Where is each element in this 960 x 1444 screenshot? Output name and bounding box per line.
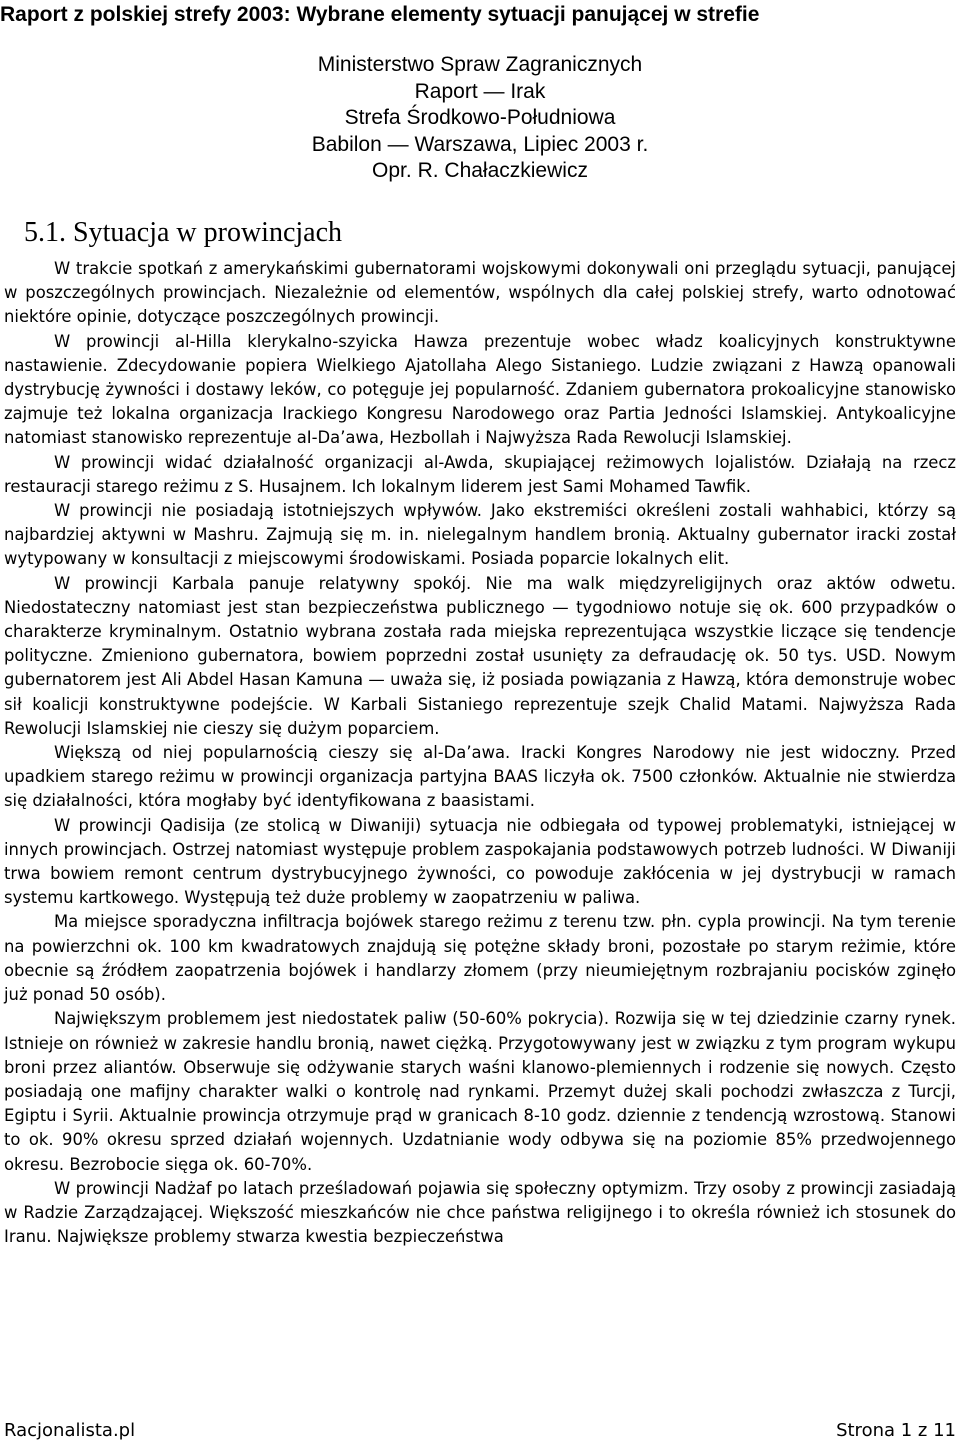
body-text [4,257,956,1249]
paragraph: W prowincji Karbala panuje relatywny spokój. Nie ma walk międzyreligijnych oraz aktów odwetu. Niedostateczny natomiast jest stan bezpieczeństwa publicznego — tygodniowo notuje się ok. 600 przypadków o charakterze kryminalnym. Ostatnio wybrana została rada miejska reprezentująca wszystkie liczące się tendencje polityczne. Zmieniono gubernatora, bowiem poprzedni został usunięty za defraudację ok. 50 tys. USD. Nowym gubernatorem jest Ali Abdel Hasan Kamuna — uważa się, iż posiada powiązania z Hawzą, która demonstruje wobec sił koalicji konstruktywne podejście. W Karbali Sistaniego reprezentuje szejk Chalid Matami. Najwyższa Rada Rewolucji Islamskiej nie cieszy się dużym poparciem. [4,573,956,738]
header-zone: Strefa Środkowo-Południowa [344,106,616,129]
paragraph: Największym problemem jest niedostatek paliw (50-60% pokrycia). Rozwija się w tej dziedzinie czarny rynek. Istnieje on również w zakresie handlu bronią, nawet ciężką. Przygotowywany jest w związku z tym program wykupu broni przez aliantów. Obserwuje się odżywanie starych waśni klanowo-plemiennych i rodzenie się nowych. Często posiadają one mafijny charakter walki o kontrolę nad rynkami. Przemyt dużej skali pochodzi zwłaszcza z Turcji, Egiptu i Syrii. Aktualnie prowincja otrzymuje prąd w granicach 8-10 godz. dziennie z tendencją wzrostową. Stanowi to ok. 90% okresu sprzed działań wojennych. Uzdatnianie wody odbywa się na poziomie 85% przedwojennego okresu. Bezrobocie sięga ok. 60-70%. [4,1009,956,1174]
header-author: Opr. R. Chałaczkiewicz [372,159,588,182]
paragraph: W prowincji al-Hilla klerykalno-szyicka Hawza prezentuje wobec władz koalicyjnych konstruktywne nastawienie. Zdecydowanie popiera Wielkiego Ajatollaha Alego Sistaniego. Ludzie związani z Hawzą opanowali dystrybucję żywności i dostawy leków, co potęguje jej popularność. Zdaniem gubernatora prokoalicyjne stanowisko zajmuje też lokalna organizacja Irackiego Kongresu Narodowego oraz Partia Jedności Islamskiej. Antykoalicyjne natomiast stanowisko reprezentuje aI-Da’awa, Hezbollah i Najwyższa Rada Rewolucji Islamskiej. [4,331,956,448]
header-ministry: Ministerstwo Spraw Zagranicznych [317,53,643,76]
section-heading: 5.1. Sytuacja w prowincjach [24,217,343,248]
paragraph: W prowincji Qadisija (ze stolicą w Diwaniji) sytuacja nie odbiegała od typowej problematyki, istniejącej w innych prowincjach. Ostrzej natomiast występuje problem zaspokajania podstawowych potrzeb ludności. W Diwaniji trwa bowiem remont centrum dystrybucyjnego żywności, co powoduje zakłócenia w jej dystrybucji w ramach systemu kartkowego. Występują też duże problemy w zaopatrzeniu w paliwa. [4,815,956,908]
paragraph: W prowincji widać działalność organizacji al-Awda, skupiającej reżimowych lojalistów. Działają na rzecz restauracji starego reżimu z S. Husajnem. Ich lokalnym liderem jest Sami Mohamed Tawfik. [4,452,956,496]
document-title: Raport z polskiej strefy 2003: Wybrane elementy sytuacji panującej w strefie [0,3,760,26]
footer-site: Racjonalista.pl [4,1420,136,1441]
report-header [180,52,780,185]
paragraph: Większą od niej popularnością cieszy się al-Da’awa. Iracki Kongres Narodowy nie jest widoczny. Przed upadkiem starego reżimu w prowincji organizacja partyjna BAAS liczyła ok. 7500 członków. Aktualnie nie stwierdza się działalności, która mogłaby być identyfikowana z baasistami. [4,743,956,811]
footer-page-number: Strona 1 z 11 [836,1420,956,1441]
paragraph: W prowincji Nadżaf po latach prześladowań pojawia się społeczny optymizm. Trzy osoby z prowincji zasiadają w Radzie Zarządzającej. Większość mieszkańców nie chce państwa religijnego i to określa również ich stosunek do Iranu. Największe problemy stwarza kwestia bezpieczeństwa [4,1178,956,1247]
paragraph: W prowincji nie posiadają istotniejszych wpływów. Jako ekstremiści określeni zostali wahhabici, którzy są najbardziej aktywni w Mashru. Zajmują się m. in. nielegalnym handlem bronią. Aktualny gubernator iracki został wytypowany w konsultacji z miejscowymi środowiskami. Posiada poparcie lokalnych elit. [4,501,956,569]
header-place-date: Babilon — Warszawa, Lipiec 2003 r. [311,132,649,156]
header-report: Raport — Irak [414,79,546,103]
paragraph: Ma miejsce sporadyczna infiltracja bojówek starego reżimu z terenu tzw. płn. cypla prowincji. Na tym terenie na powierzchni ok. 100 km kwadratowych znajdują się potężne składy broni, pozostałe po starym reżimie, które obecnie są źródłem zaopatrzenia bojówek i handlarzy złomem (przy nieumiejętnym rozbrajaniu pocisków zginęło już ponad 50 osób). [4,912,956,1005]
paragraph: W trakcie spotkań z amerykańskimi gubernatorami wojskowymi dokonywali oni przeglądu sytuacji, panującej w poszczególnych prowincjach. Niezależnie od elementów, wspólnych dla całej polskiej strefy, warto odnotować niektóre opinie, dotyczące poszczególnych prowincji. [4,259,956,327]
